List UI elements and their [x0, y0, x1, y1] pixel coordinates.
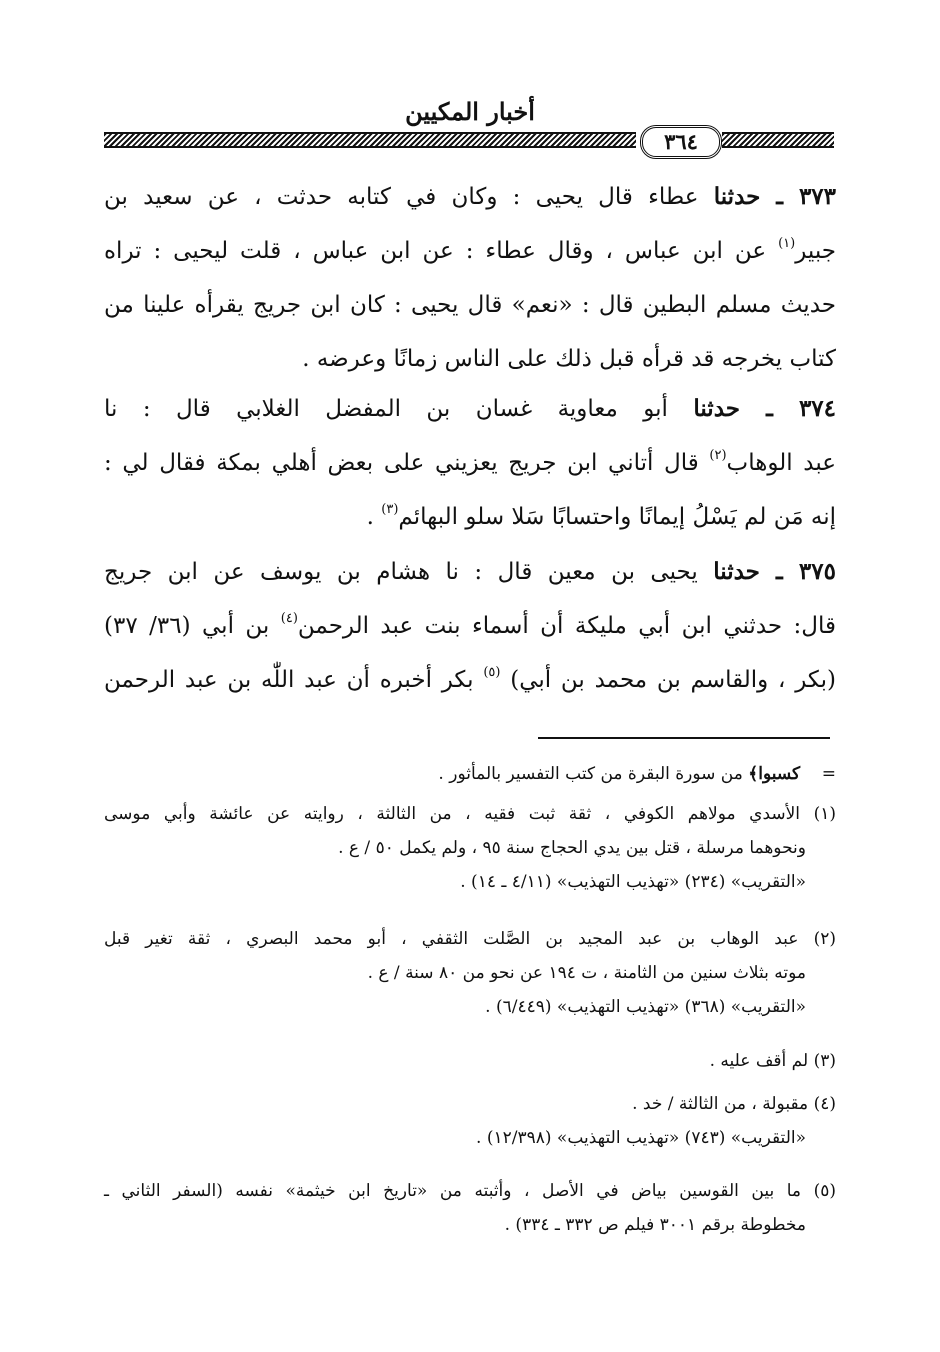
text-line: عبد الوهاب$^{(٢)}$ قال أتاني ابن جريج يعزيني على بعض أهلي بمكة فقال لي : [104, 448, 836, 476]
footnote-4: (٤) مقبولة ، من الثالثة / خد . «التقريب» (٧٤٣) «تهذيب التهذيب» (١٢/٣٩٨) . [476, 1094, 836, 1148]
header-ornament-rule-right [722, 128, 834, 150]
footnote-ref: (٥) [483, 665, 501, 680]
footnote-2: (٢) عبد الوهاب بن عبد المجيد بن الصَّلت الثقفي ، أبو محمد البصري ، ثقة تغير قبل موته بثلاث سنين من الثامنة ، ت ١٩٤ عن نحو من ٨٠ سنة / ع . «التقريب» (٣٦٨) «تهذيب التهذيب» (٦/٤٤٩) . [104, 929, 837, 1017]
footnote-separator [538, 737, 830, 739]
footnote-number: (٢) [813, 929, 837, 949]
hadith-paragraph-375 [104, 545, 836, 707]
footnote-ref: (٣) [381, 502, 399, 517]
hadith-paragraph-373 [104, 170, 836, 386]
footnote-carryover: = كسبوا﴾ من سورة البقرة من كتب التفسير بالمأثور . [438, 764, 836, 784]
footnote-number: (٤) [813, 1094, 836, 1114]
text-line: حديث مسلم البطين قال : «نعم» قال يحيى : كان ابن جريج يقرأه علينا من [104, 292, 836, 318]
footnote-3: (٣) لم أقف عليه . [709, 1051, 836, 1071]
text-line: جبير$^{(١)}$ عن ابن عباس ، وقال عطاء : عن ابن عباس ، قلت ليحيى : تراه [104, 236, 836, 264]
footnote-number: (٥) [813, 1181, 836, 1201]
hadith-number-lead: ٣٧٤ ـ حدثنا [693, 395, 836, 422]
footnote-number: (١) [813, 804, 836, 824]
footnote-1: (١) الأسدي مولاهم الكوفي ، ثقة ثبت فقيه ، من الثالثة ، روايته عن عائشة وأبي موسى ونحوهما مرسلة ، قتل بين يدي الحجاج سنة ٩٥ ، ولم يكمل ٥٠ / ع . «التقريب» (٢٣٤) «تهذيب التهذيب» (٤/١١ ـ ١٤) . [104, 804, 836, 892]
footnote-5: (٥) ما بين القوسين بياض في الأصل ، وأثبته من «تاريخ ابن خيثمة» نفسه (السفر الثاني ـ مخطوطة برقم ٣٠٠١ فيلم ص ٣٣٢ ـ ٣٣٤) . [104, 1181, 836, 1235]
text-line: كتاب يخرجه قد قرأه قبل ذلك على الناس زمانًا وعرضه . [302, 346, 836, 372]
page-number: ٣٦٤ [640, 125, 722, 159]
footnote-ref: (١) [778, 236, 796, 251]
footnote-ref: (٤) [280, 611, 298, 626]
header-ornament-rule-left [104, 128, 636, 150]
hadith-number-lead: ٣٧٣ ـ حدثنا [713, 183, 836, 210]
text-line: ٣٧٤ ـ حدثنا أبو معاوية غسان بن المفضل الغلابي قال : نا [104, 395, 836, 422]
text-line: قال: حدثني ابن أبي مليكة أن أسماء بنت عبد الرحمن$^{(٤)}$ بن أبي (٣٦/ ٣٧) [104, 611, 837, 639]
text-line: إنه مَن لم يَسْلُ إيمانًا واحتسابًا سَلا سلو البهائم$^{(٣)}$ . [366, 502, 836, 530]
hadith-number-lead: ٣٧٥ ـ حدثنا [713, 558, 836, 585]
text-line: ٣٧٥ ـ حدثنا يحيى بن معين قال : نا هشام بن يوسف عن ابن جريج [104, 558, 836, 585]
text-line: ٣٧٣ ـ حدثنا عطاء قال يحيى : وكان في كتابه حدثت ، عن سعيد بن [104, 183, 836, 210]
continuation-mark: = [821, 764, 836, 784]
text-line: (بكر ، والقاسم بن محمد بن أبي) $^{(٥)}$ بكر أخبره أن عبد اللّٰه بن عبد الرحمن [104, 665, 836, 693]
footnote-number: (٣) [813, 1051, 836, 1071]
hadith-paragraph-374 [104, 382, 836, 544]
running-title: أخبار المكيين [405, 97, 535, 126]
footnote-ref: (٢) [709, 448, 727, 463]
